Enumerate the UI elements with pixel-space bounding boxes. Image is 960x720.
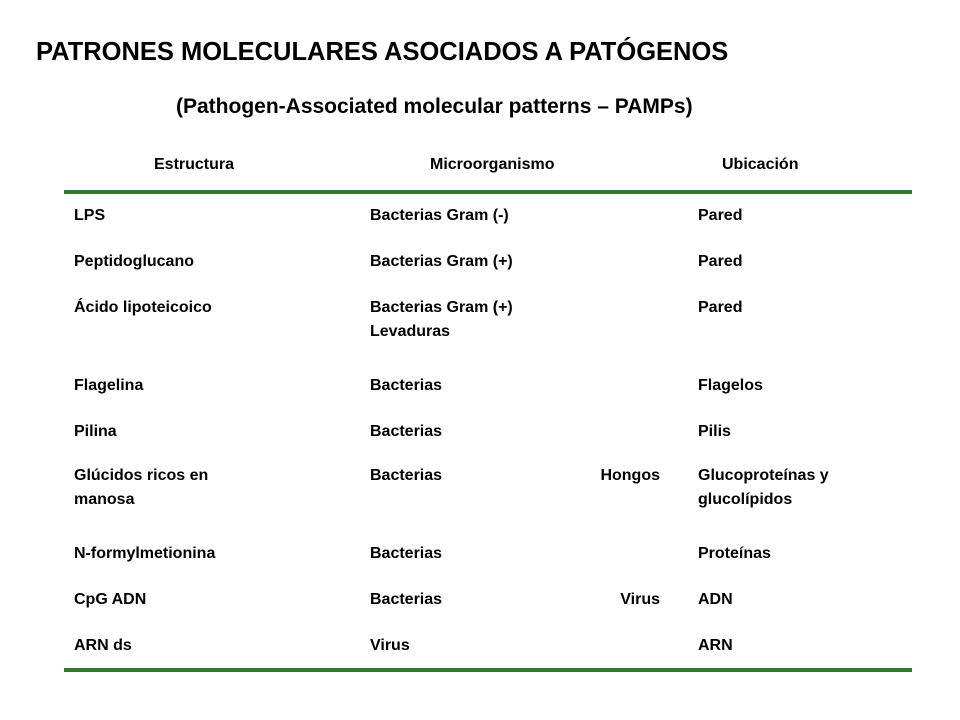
cell-ubicacion: [698, 204, 912, 228]
cell-line: Glúcidos ricos en: [74, 467, 209, 484]
cell-ubicacion: [698, 250, 912, 274]
cell-ubicacion: [698, 542, 912, 566]
cell-line: Levaduras: [370, 323, 451, 340]
micro-secondary: Virus: [620, 591, 660, 608]
cell-line: ARN: [698, 637, 733, 654]
cell-microorganismo: [370, 634, 660, 658]
cell-line: Bacterias Gram (-): [370, 207, 509, 224]
cell-line: Pared: [698, 299, 743, 316]
cell-ubicacion: [698, 588, 912, 612]
cell-line: Pilis: [698, 423, 731, 440]
cell-estructura: [74, 296, 344, 320]
cell-ubicacion: [698, 296, 912, 320]
cell-microorganismo: [370, 420, 660, 444]
micro-secondary: Hongos: [600, 467, 660, 484]
micro-primary: Bacterias: [370, 591, 443, 608]
cell-estructura: [74, 374, 344, 398]
cell-line: Bacterias: [370, 545, 443, 562]
table-row: [64, 286, 912, 368]
cell-ubicacion: [698, 374, 912, 398]
cell-estructura: [74, 204, 344, 228]
cell-line: Ácido lipoteicoico: [74, 299, 212, 316]
cell-line: ARN ds: [74, 637, 132, 654]
table-row: [64, 624, 912, 668]
cell-line: Peptidoglucano: [74, 253, 194, 270]
cell-estructura: [74, 420, 344, 444]
cell-line: CpG ADN: [74, 591, 147, 608]
cell-line: glucolípidos: [698, 491, 793, 508]
cell-microorganismo: [370, 296, 660, 344]
cell-estructura: [74, 542, 344, 566]
table-row: [64, 536, 912, 578]
page-title: PATRONES MOLECULARES ASOCIADOS A PATÓGENOS: [36, 38, 729, 66]
cell-microorganismo: [370, 588, 660, 612]
cell-line: Virus: [370, 637, 410, 654]
page-subtitle: (Pathogen-Associated molecular patterns – PAMPs): [176, 95, 693, 118]
table-body: [64, 194, 912, 668]
table-row: [64, 410, 912, 456]
cell-line: N-formylmetionina: [74, 545, 216, 562]
cell-line: LPS: [74, 207, 106, 224]
cell-ubicacion: [698, 634, 912, 658]
micro-primary: Bacterias: [370, 467, 443, 484]
cell-microorganismo: [370, 250, 660, 274]
table-row: [64, 194, 912, 240]
column-header-ubicacion: Ubicación: [722, 156, 799, 173]
cell-line: Pared: [698, 207, 743, 224]
cell-estructura: [74, 250, 344, 274]
cell-line: Glucoproteínas y: [698, 467, 829, 484]
pamps-table: [64, 150, 912, 672]
cell-line: Bacterias: [370, 423, 443, 440]
cell-ubicacion: [698, 420, 912, 444]
cell-estructura: [74, 634, 344, 658]
cell-microorganismo: [370, 374, 660, 398]
column-header-estructura: Estructura: [154, 156, 235, 173]
table-row: [64, 368, 912, 410]
cell-estructura: [74, 588, 344, 612]
cell-line: Bacterias Gram (+): [370, 299, 513, 316]
cell-ubicacion: [698, 464, 912, 512]
cell-microorganismo: [370, 464, 660, 488]
cell-line: Flagelos: [698, 377, 763, 394]
cell-microorganismo: [370, 204, 660, 228]
footer-divider: [64, 668, 912, 672]
cell-line: Pilina: [74, 423, 117, 440]
cell-line: Bacterias: [370, 377, 443, 394]
cell-line: [370, 588, 660, 612]
cell-line: Proteínas: [698, 545, 771, 562]
cell-line: Bacterias Gram (+): [370, 253, 513, 270]
cell-line: ADN: [698, 591, 733, 608]
cell-line: Pared: [698, 253, 743, 270]
cell-estructura: [74, 464, 344, 512]
column-header-microorganismo: Microorganismo: [430, 156, 555, 173]
table-row: [64, 578, 912, 624]
table-header: [64, 150, 912, 190]
table-row: [64, 456, 912, 536]
cell-microorganismo: [370, 542, 660, 566]
cell-line: manosa: [74, 491, 135, 508]
cell-line: [370, 464, 660, 488]
table-row: [64, 240, 912, 286]
cell-line: Flagelina: [74, 377, 144, 394]
